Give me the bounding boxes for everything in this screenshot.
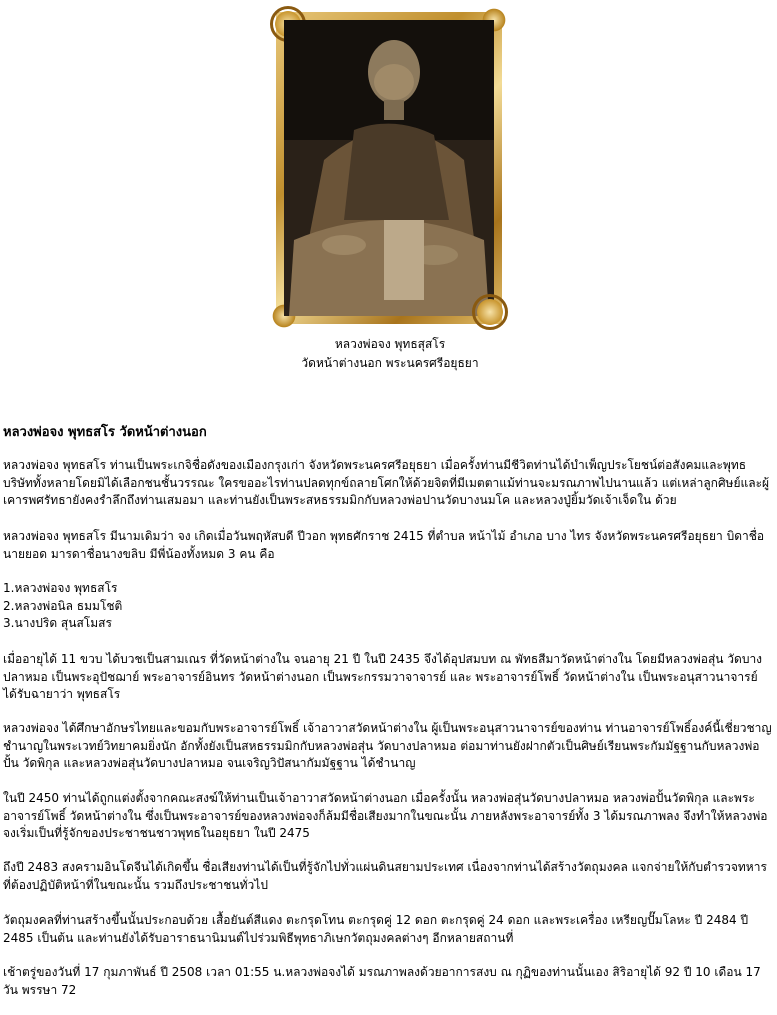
siblings-list (3, 580, 775, 633)
paragraph-intro: หลวงพ่อจง พุทธสโร ท่านเป็นพระเกจิชื่อดังของเมืองกรุงเก่า จังหวัดพระนครศรีอยุธยา เมื่อครั้งท่านมีชีวิตท่านได้บำเพ็ญประโยชน์ต่อสังคมและพุทธบริษัททั้งหลายโดยมิได้เลือกชนชั้นวรรณะ ใครขออะไรท่านปลดทุกข์ถลายโศกให้ด้วยจิตที่มีเมตตาแม้ท่านจะมรณภาพไปนานแล้ว แต่เหล่าลูกศิษย์และผู้เคารพศรัทธายังคงรำลึกถึงท่านเสมอมา และท่านยังเป็นพระสหธรรมมิกกับหลวงพ่อปานวัดบางนมโค และหลวงปู่ยิ้มวัดเจ้าเจ็ดใน ด้วย (3, 458, 770, 507)
paragraph-war: ถึงปี 2483 สงครามอินโดจีนได้เกิดขึ้น ชื่อเสียงท่านได้เป็นที่รู้จักไปทั่วแผ่นดินสยามประเทศ เนื่องจากท่านได้สร้างวัตถุมงคล แจกจ่ายให้กับตำรวจทหาร ที่ต้องปฏิบัติหน้าที่ในขณะนั้น รวมถึงประชาชนทั่วไป (3, 860, 767, 892)
list-item: 2.หลวงพ่อนิล ธมมโชติ (3, 598, 123, 613)
paragraph-abbot: ในปี 2450 ท่านได้ถูกแต่งตั้งจากคณะสงฆ์ให้ท่านเป็นเจ้าอาวาสวัดหน้าต่างนอก เมื่อครั้งนั้น หลวงพ่อสุ่นวัดบางปลาหมอ หลวงพ่อปั้นวัดพิกุล และพระอาจารย์โพธิ์ วัดหน้าต่างใน ซึ่งเป็นพระอาจารย์ของหลวงพ่อจงก็ล้มมีชื่อเสียงมากในขณะนั้น ภายหลังพระอาจารย์ทั้ง 3 ได้มรณภาพลง จึงทำให้หลวงพ่อจงเริ่มเป็นที่รู้จักของประชาชนชาวพุทธในอยุธยา ในปี 2475 (3, 791, 768, 840)
monk-figure-icon (284, 20, 494, 316)
monk-portrait-photo (284, 20, 494, 316)
photo-caption-temple: วัดหน้าต่างนอก พระนครศรีอยุธยา (301, 356, 479, 370)
list-item: 3.นางปริด สุนสโมสร (3, 616, 112, 630)
paragraph-amulets: วัตถุมงคลที่ท่านสร้างขึ้นนั้นประกอบด้วย เสื้อยันต์สีแดง ตะกรุดโทน ตะกรุดคู่ 12 ดอก ตะกรุดคู่ 24 ดอก และพระเครื่อง เหรียญปั๊มโลหะ ปี 2484 ปี 2485 เป็นต้น และท่านยังได้รับอาราธนานิมนต์ไปร่วมพิธีพุทธาภิเษกวัตถุมงคลต่างๆ อีกหลายสถานที่ (3, 913, 749, 945)
portrait-frame (276, 12, 502, 324)
list-item: 1.หลวงพ่อจง พุทธสโร (3, 581, 118, 595)
photo-caption-name: หลวงพ่อจง พุทธสุสโร (334, 337, 446, 351)
paragraph-studies: หลวงพ่อจง ได้ศึกษาอักษรไทยและขอมกับพระอาจารย์โพธิ์ เจ้าอาวาสวัดหน้าต่างใน ผู้เป็นพระอนุสาวนาจารย์ของท่าน ท่านอาจารย์โพธิ์องค์นี้เชี่ยวชาญชำนาญในพระเวทย์วิทยาคมยิ่งนัก อักทั้งยังเป็นสหธรรมมิกกับหลวงพ่อสุ่น วัดบางปลาหมอ ต่อมาท่านยังฝากตัวเป็นศิษย์เรียนพระกัมมัฐฐานกับหลวงพ่อปั้น วัดพิกุล และหลวงพ่อสุ่นวัดบางปลาหมอ จนเจริญวิปัสนากัมมัฐฐาน ได้ชำนาญ (3, 721, 772, 770)
paragraph-death: เช้าตรู่ของวันที่ 17 กุมภาพันธ์ ปี 2508 เวลา 01:55 น.หลวงพ่อจงได้ มรณภาพลงด้วยอาการสงบ ณ กุฏิของท่านนั้นเอง สิริอายุได้ 92 ปี 10 เดือน 17 วัน พรรษา 72 (3, 965, 761, 997)
paragraph-birth: หลวงพ่อจง พุทธสโร มีนามเดิมว่า จง เกิดเมื่อวันพฤหัสบดี ปีวอก พุทธศักราช 2415 ที่ตำบล หน้าไม้ อำเภอ บาง ไทร จังหวัดพระนครศรีอยุธยา บิดาชื่อ นายยอด มารดาชื่อนางขลิบ มีพี่น้องทั้งหมด 3 คน คือ (3, 529, 765, 561)
article-heading: หลวงพ่อจง พุทธสโร วัดหน้าต่างนอก (3, 425, 207, 440)
paragraph-ordination: เมื่ออายุได้ 11 ขวบ ได้บวชเป็นสามเณร ที่วัดหน้าต่างใน จนอายุ 21 ปี ในปี 2435 จึงได้อุปสมบท ณ พัทธสีมาวัดหน้าต่างใน โดยมีหลวงพ่อสุ่น วัดบางปลาหมอ เป็นพระอุปัชฌาย์ พระอาจารย์อินทร วัดหน้าต่างนอก เป็นพระกรรมวาจาจารย์ และ พระอาจารย์โพธิ์ วัดหน้าต่างใน เป็นพระอนุสาวนาจารย์ ได้รับฉายาว่า พุทธสโร (3, 652, 763, 701)
